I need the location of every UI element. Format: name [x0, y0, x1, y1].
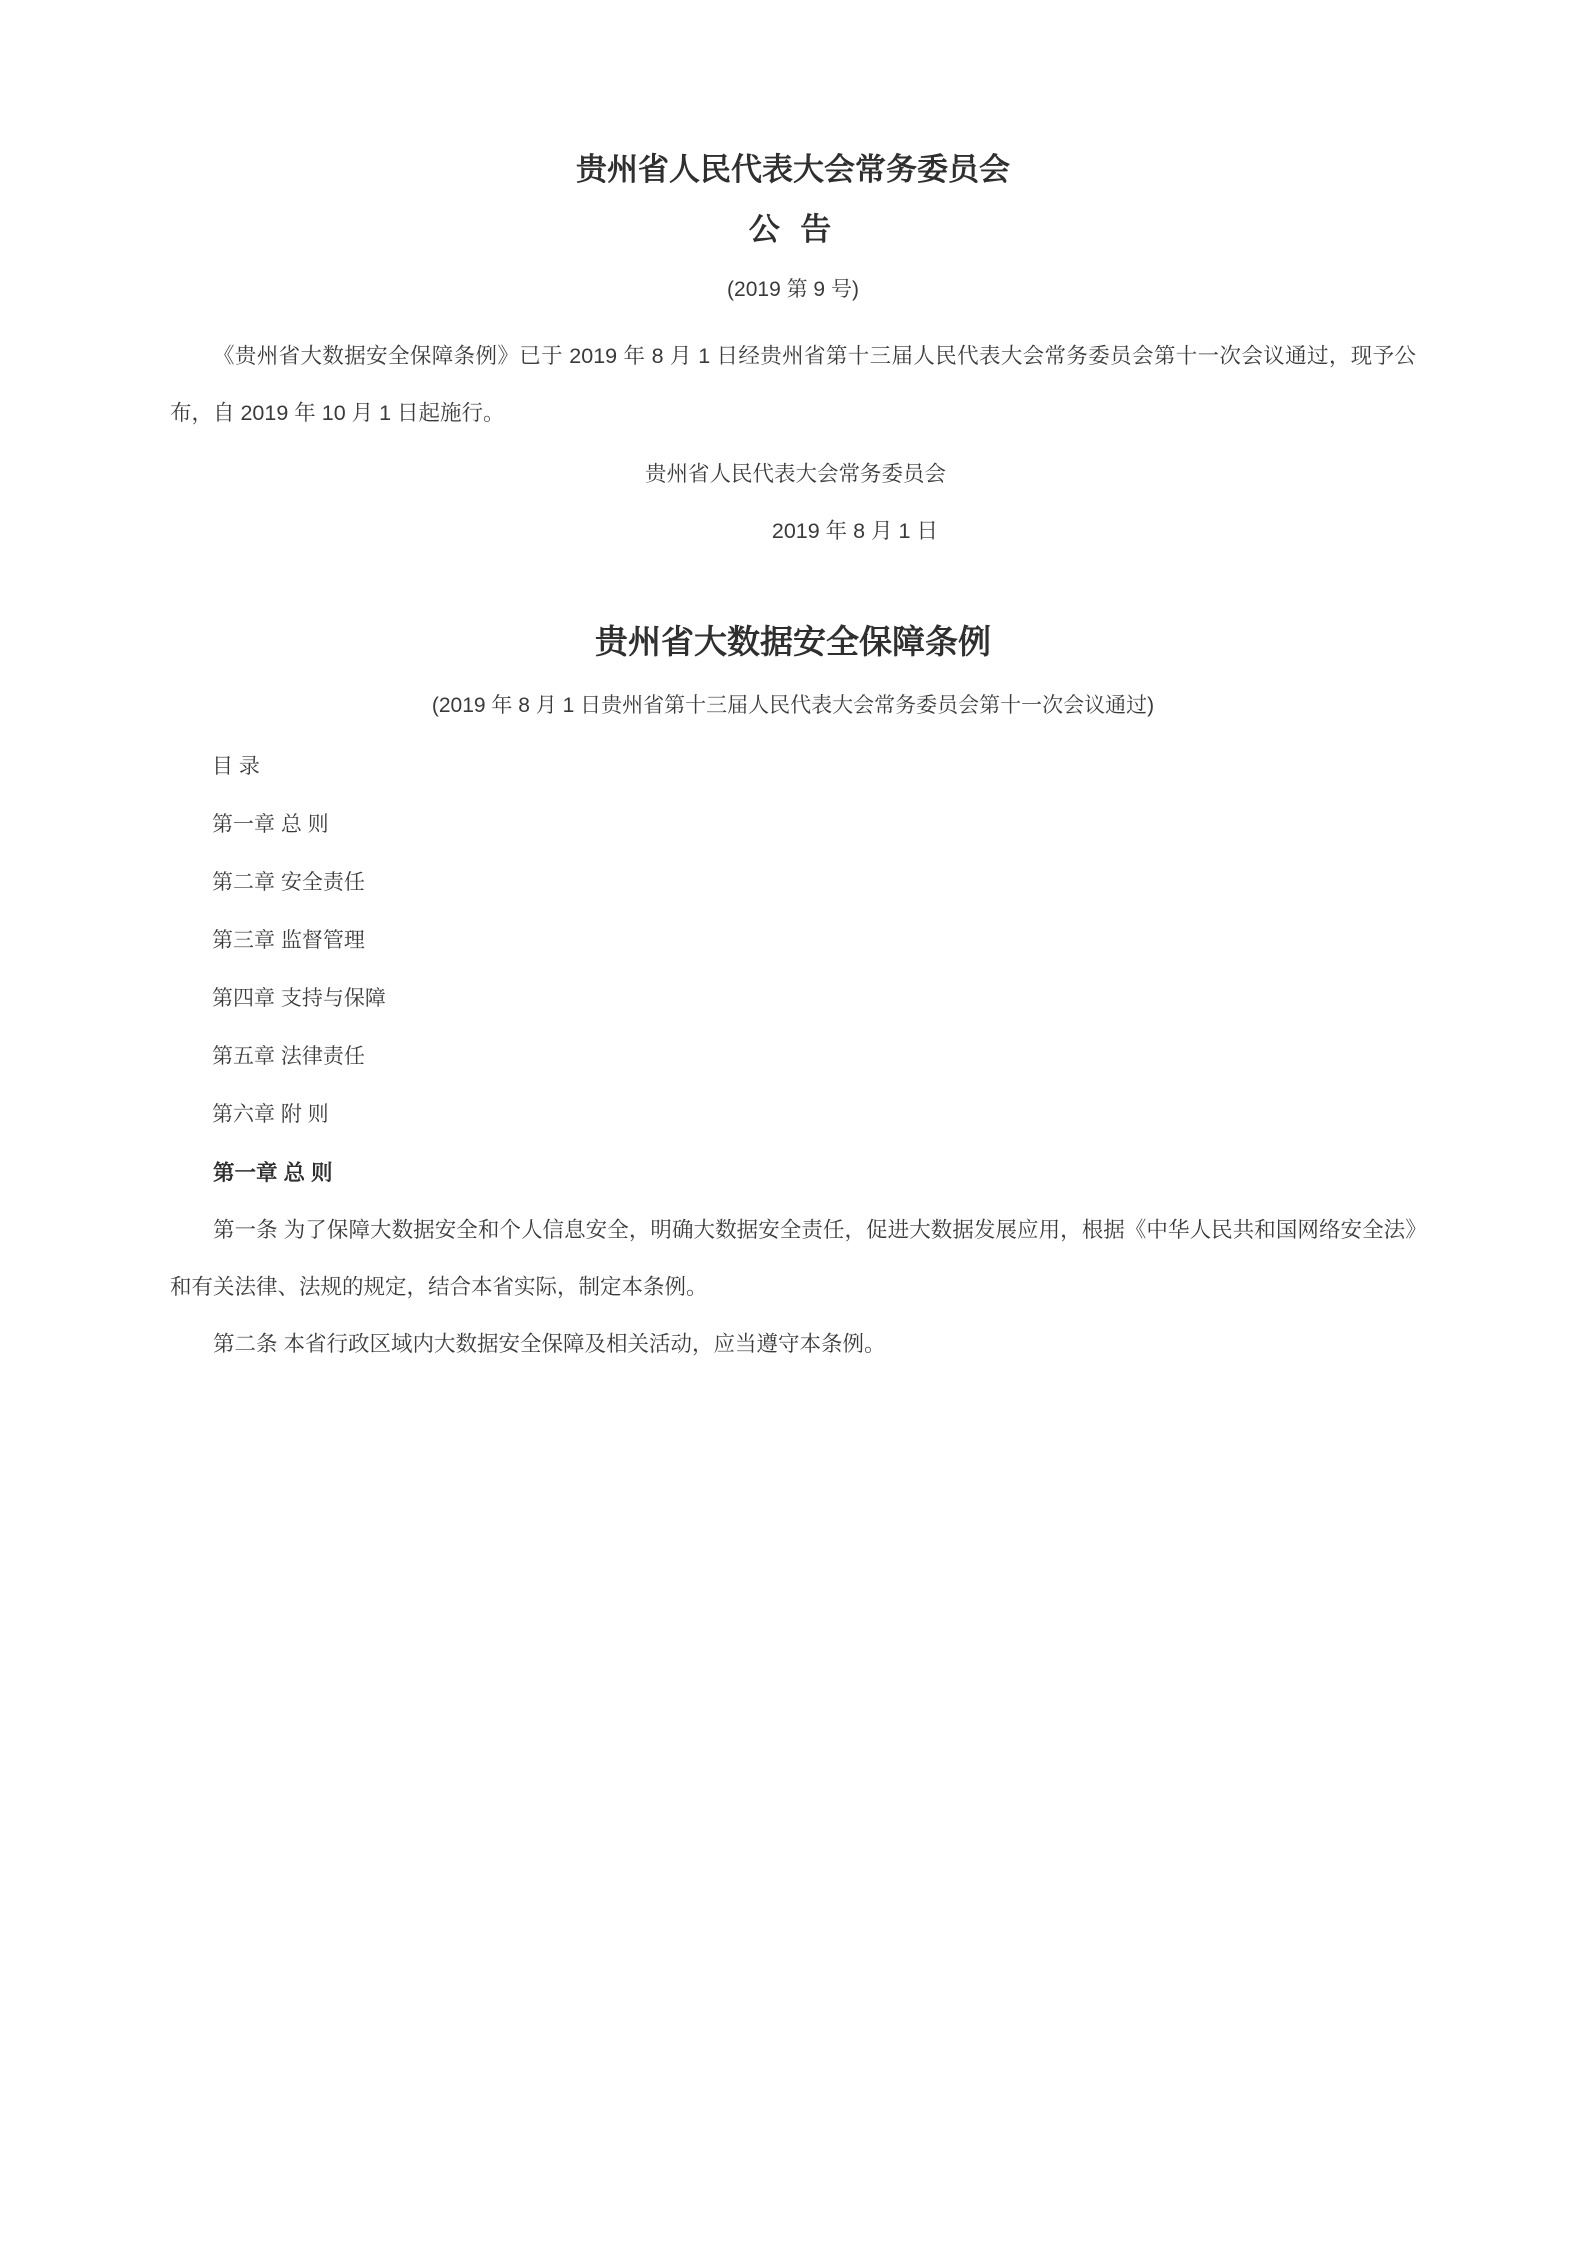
toc-item-chapter-5: 第五章 法律责任	[212, 1045, 365, 1068]
law-subtitle: (2019 年 8 月 1 日贵州省第十三届人民代表大会常务委员会第十一次会议通过)	[431, 694, 1155, 717]
toc-item-chapter-6: 第六章 附 则	[212, 1103, 329, 1126]
chapter-1-heading: 第一章 总 则	[213, 1161, 333, 1185]
toc-item-chapter-2: 第二章 安全责任	[212, 871, 365, 894]
law-title: 贵州省大数据安全保障条例	[595, 623, 991, 660]
toc-item-chapter-4: 第四章 支持与保障	[212, 987, 386, 1010]
signature-organization: 贵州省人民代表大会常务委员会	[644, 462, 946, 486]
announcement-org-title: 贵州省人民代表大会常务委员会	[576, 152, 1010, 187]
article-2-text: 第二条 本省行政区域内大数据安全保障及相关活动，应当遵守本条例。	[213, 1332, 886, 1356]
toc-item-chapter-1: 第一章 总 则	[212, 813, 329, 836]
signature-date: 2019 年 8 月 1 日	[771, 519, 938, 543]
announcement-title: 公 告	[748, 212, 838, 247]
doc-number: (2019 第 9 号)	[727, 278, 859, 301]
toc-item-chapter-3: 第三章 监督管理	[212, 929, 365, 952]
announcement-body-paragraph: 《贵州省大数据安全保障条例》已于 2019 年 8 月 1 日经贵州省第十三届人民代表大会常务委员会第十一次会议通过，现予公布，自 2019 年 10 月 1 日起施行。	[170, 344, 1416, 425]
article-1-text: 第一条 为了保障大数据安全和个人信息安全，明确大数据安全责任，促进大数据发展应用，根据《中华人民共和国网络安全法》和有关法律、法规的规定，结合本省实际，制定本条例。	[170, 1218, 1416, 1299]
table-of-contents	[170, 738, 1416, 1144]
toc-title: 目 录	[212, 755, 260, 778]
